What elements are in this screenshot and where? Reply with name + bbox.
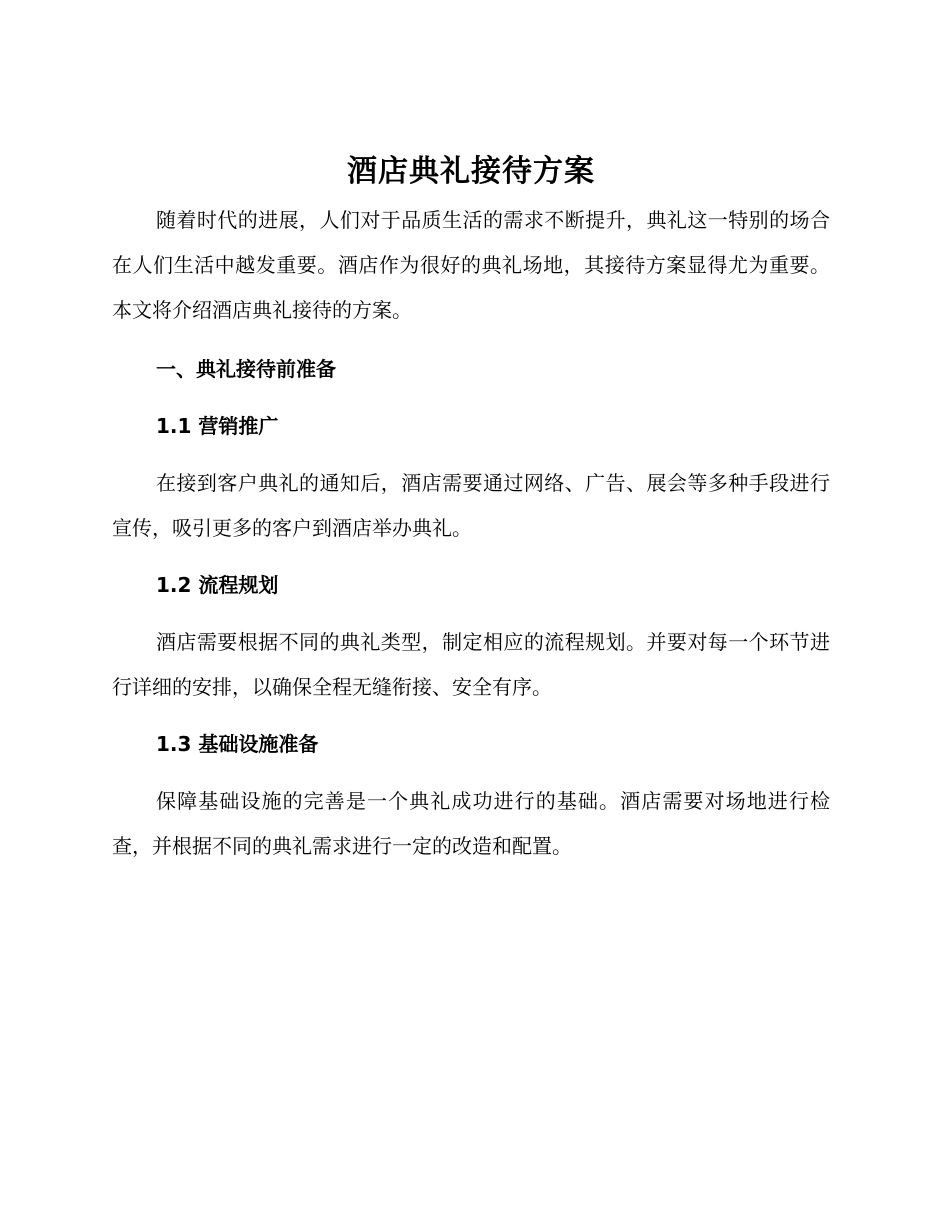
intro-paragraph: 随着时代的进展，人们对于品质生活的需求不断提升，典礼这一特别的场合在人们生活中越发重要。酒店作为很好的典礼场地，其接待方案显得尤为重要。本文将介绍酒店典礼接待的方案。: [112, 208, 830, 322]
spacer: [112, 392, 830, 404]
subsection-body-1-1: 在接到客户典礼的通知后，酒店需要通过网络、广告、展会等多种手段进行宣传，吸引更多的客户到酒店举办典礼。: [112, 471, 830, 540]
spacer: [112, 449, 830, 461]
subsection-heading-1-1: 1.1 营销推广: [156, 414, 279, 438]
spacer: [112, 333, 830, 347]
subsection-body-1-3: 保障基础设施的完善是一个典礼成功进行的基础。酒店需要对场地进行检查，并根据不同的典礼需求进行一定的改造和配置。: [112, 789, 830, 858]
document-title: 酒店典礼接待方案: [347, 154, 595, 189]
spacer: [112, 767, 830, 779]
spacer: [112, 608, 830, 620]
subsection-body-1-2: 酒店需要根据不同的典礼类型，制定相应的流程规划。并要对每一个环节进行详细的安排，以确保全程无缝衔接、安全有序。: [112, 630, 830, 699]
subsection-heading-1-3: 1.3 基础设施准备: [156, 732, 319, 756]
spacer: [112, 551, 830, 563]
spacer: [112, 710, 830, 722]
section-heading-1: 一、典礼接待前准备: [156, 357, 336, 381]
document-page: [112, 150, 830, 869]
subsection-heading-1-2: 1.2 流程规划: [156, 573, 279, 597]
